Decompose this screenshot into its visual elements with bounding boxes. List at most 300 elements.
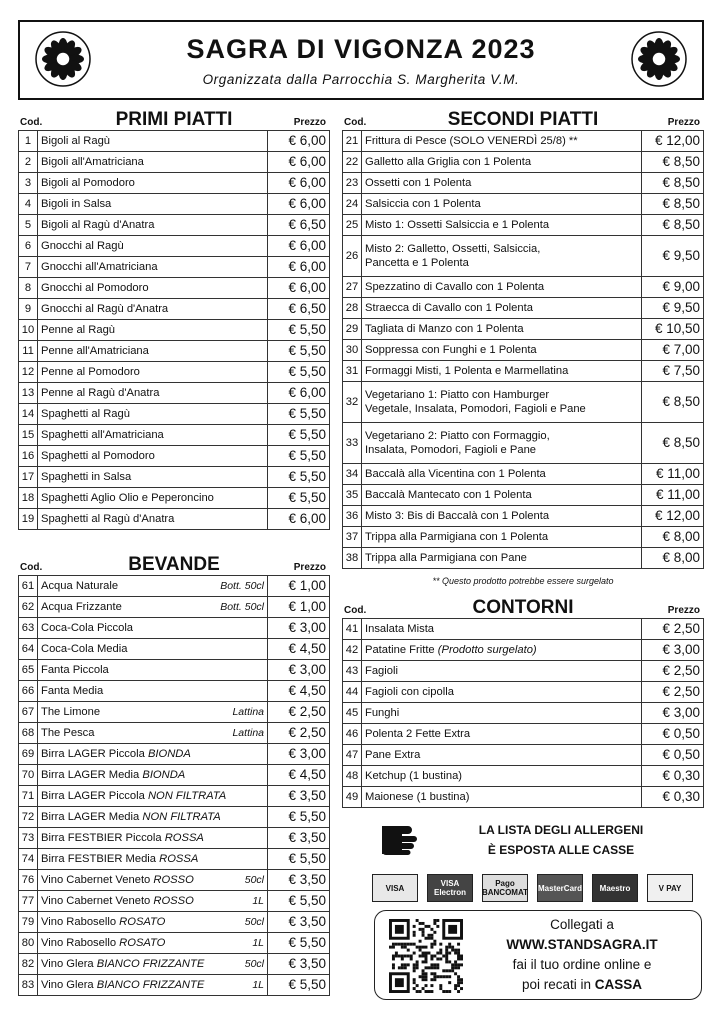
item-price: € 7,00 [642,340,704,361]
column-label-price: Prezzo [667,605,700,616]
item-code: 37 [343,527,362,548]
item-name: Misto 1: Ossetti Salsiccia e 1 Polenta [365,219,550,231]
item-price: € 8,00 [642,548,704,569]
item-code: 48 [343,766,362,787]
item-name: Vino Glera [41,979,94,991]
menu-row [19,933,330,954]
card-bancomat-icon: Pago BANCOMAT [482,874,528,902]
pointing-hand-icon [380,820,426,856]
item-code: 7 [19,257,38,278]
item-name-line-2: Vegetale, Insalata, Pomodori, Fagioli e Pane [365,403,586,415]
menu-row [343,423,704,464]
column-label-code: Cod. [344,605,367,616]
item-name-cell [362,506,642,527]
menu-row [343,619,704,640]
item-name-cell [38,299,268,320]
menu-row [19,404,330,425]
item-code: 26 [343,236,362,277]
item-name-cell [362,382,642,423]
card-mastercard-icon: MasterCard [537,874,583,902]
item-price: € 5,50 [268,891,330,912]
item-price: € 10,50 [642,319,704,340]
item-code: 70 [19,765,38,786]
item-name-cell [38,597,268,618]
item-name-cell [38,467,268,488]
item-name-cell [38,975,268,996]
item-name-italic: ROSSO [153,895,194,907]
item-price: € 4,50 [268,765,330,786]
menu-row [19,807,330,828]
item-name-cell [38,891,268,912]
item-name: Salsiccia con 1 Polenta [365,198,481,210]
card-maestro-icon: Maestro [592,874,638,902]
menu-row [343,724,704,745]
item-price: € 6,00 [268,131,330,152]
item-name-cell [362,194,642,215]
item-code: 10 [19,320,38,341]
item-code: 31 [343,361,362,382]
item-price: € 3,50 [268,912,330,933]
menu-row [19,446,330,467]
menu-row [19,257,330,278]
item-price: € 5,50 [268,933,330,954]
payment-methods [372,874,702,904]
item-name: Acqua Frizzante [41,601,122,613]
item-name-cell [38,807,268,828]
item-name: Spaghetti in Salsa [41,471,132,483]
item-name: Straecca di Cavallo con 1 Polenta [365,302,533,314]
menu-row [343,787,704,808]
item-name: Spaghetti al Ragù [41,408,130,420]
item-price: € 6,00 [268,383,330,404]
item-name-cell [362,277,642,298]
item-price: € 5,50 [268,488,330,509]
item-code: 74 [19,849,38,870]
item-name: Pane Extra [365,749,421,761]
column-label-price: Prezzo [667,117,700,128]
item-name: Birra FESTBIER Media [41,853,157,865]
item-name: Spaghetti all'Amatriciana [41,429,164,441]
item-name-cell [362,766,642,787]
menu-row [343,298,704,319]
item-price: € 0,30 [642,766,704,787]
item-name: Vino Rabosello [41,937,117,949]
item-code: 36 [343,506,362,527]
item-code: 35 [343,485,362,506]
item-code: 73 [19,828,38,849]
menu-row [343,640,704,661]
frozen-product-note: ** Questo prodotto potrebbe essere surgelato [432,576,614,586]
item-code: 61 [19,576,38,597]
item-code: 16 [19,446,38,467]
item-code: 62 [19,597,38,618]
menu-row [19,681,330,702]
item-unit: 50cl [244,874,264,886]
item-name-cell [38,509,268,530]
item-price: € 5,50 [268,341,330,362]
item-code: 67 [19,702,38,723]
item-unit: 50cl [244,916,264,928]
card-vpay-icon: V PAY [647,874,693,902]
item-name: Fanta Media [41,685,104,697]
item-code: 76 [19,870,38,891]
item-unit: 1L [252,979,264,991]
section-bevande [18,553,330,996]
item-name-cell [38,744,268,765]
item-price: € 3,50 [268,954,330,975]
item-name-cell [362,527,642,548]
allergen-line-1: LA LISTA DEGLI ALLERGENI [478,823,644,837]
item-name-cell [38,933,268,954]
menu-row [19,173,330,194]
item-name-cell [38,723,268,744]
item-name: Spaghetti al Ragù d'Anatra [41,513,175,525]
item-unit: Bott. 50cl [220,580,264,592]
item-name-line-2: Insalata, Pomodori, Fagioli e Pane [365,444,537,456]
item-name-italic: (Prodotto surgelato) [437,644,537,656]
item-code: 72 [19,807,38,828]
item-code: 28 [343,298,362,319]
item-code: 13 [19,383,38,404]
section-primi-piatti [18,108,330,530]
item-name: Coca-Cola Piccola [41,622,134,634]
item-name-cell [38,786,268,807]
item-price: € 8,00 [642,527,704,548]
item-price: € 3,00 [268,660,330,681]
menu-row [19,341,330,362]
item-name: Misto 2: Galletto, Ossetti, Salsiccia, [365,243,541,255]
item-code: 6 [19,236,38,257]
item-price: € 6,00 [268,278,330,299]
item-name-cell [38,912,268,933]
item-name: Trippa alla Parmigiana con Pane [365,552,527,564]
menu-row [343,152,704,173]
item-code: 11 [19,341,38,362]
item-name-cell [38,131,268,152]
item-name: Gnocchi al Ragù [41,240,124,252]
section-title: SECONDI PIATTI [447,109,599,130]
item-name-italic: ROSSO [153,874,194,886]
menu-row [19,870,330,891]
item-name-line-2: Pancetta e 1 Polenta [365,257,469,269]
item-price: € 8,50 [642,173,704,194]
item-price: € 5,50 [268,467,330,488]
item-code: 33 [343,423,362,464]
menu-row [19,576,330,597]
menu-row [343,277,704,298]
item-price: € 5,50 [268,807,330,828]
item-price: € 12,00 [642,131,704,152]
item-price: € 6,00 [268,194,330,215]
item-name-cell [38,870,268,891]
item-name-cell [362,423,642,464]
item-code: 19 [19,509,38,530]
item-name: Birra LAGER Piccola [41,748,145,760]
item-name-italic: BIANCO FRIZZANTE [96,958,205,970]
menu-row [19,320,330,341]
item-code: 80 [19,933,38,954]
item-price: € 6,50 [268,299,330,320]
item-name-cell [362,787,642,808]
item-code: 12 [19,362,38,383]
item-name-cell [38,383,268,404]
item-price: € 8,50 [642,194,704,215]
item-price: € 3,00 [268,618,330,639]
item-name: Bigoli all'Amatriciana [41,156,144,168]
column-label-code: Cod. [344,117,367,128]
item-name-cell [362,745,642,766]
item-name-cell [38,488,268,509]
item-code: 25 [343,215,362,236]
menu-row [19,723,330,744]
item-name-cell [38,362,268,383]
item-code: 34 [343,464,362,485]
menu-row [343,215,704,236]
item-code: 77 [19,891,38,912]
menu-row [19,152,330,173]
item-price: € 0,30 [642,787,704,808]
card-visa-icon: VISA [372,874,418,902]
item-code: 71 [19,786,38,807]
item-price: € 3,00 [642,703,704,724]
online-line-4 [467,975,697,995]
item-unit: Lattina [232,706,264,718]
item-name: Patatine Fritte [365,644,435,656]
item-name: Baccalà alla Vicentina con 1 Polenta [365,468,546,480]
item-name-italic: ROSATO [119,937,166,949]
item-name: The Pesca [41,727,95,739]
item-price: € 9,50 [642,236,704,277]
item-code: 23 [343,173,362,194]
item-code: 4 [19,194,38,215]
menu-row [19,765,330,786]
item-name-cell [38,828,268,849]
item-code: 66 [19,681,38,702]
item-name: Spaghetti al Pomodoro [41,450,155,462]
item-name-cell [38,618,268,639]
menu-row [19,891,330,912]
item-price: € 6,00 [268,152,330,173]
online-line-1: Collegati a [550,917,614,932]
item-name-cell [362,661,642,682]
item-price: € 6,00 [268,173,330,194]
item-name: Ketchup (1 bustina) [365,770,463,782]
item-name-cell [362,724,642,745]
item-name: Funghi [365,707,400,719]
item-name-cell [38,639,268,660]
item-code: 24 [343,194,362,215]
item-name-cell [362,640,642,661]
item-name: Vino Rabosello [41,916,117,928]
item-code: 22 [343,152,362,173]
item-price: € 2,50 [642,661,704,682]
menu-row [19,975,330,996]
menu-row [19,278,330,299]
item-name: Penne al Ragù d'Anatra [41,387,160,399]
allergen-notice [380,818,700,862]
item-code: 15 [19,425,38,446]
menu-row [19,744,330,765]
item-name-cell [38,236,268,257]
item-name: Vino Glera [41,958,94,970]
item-price: € 6,00 [268,509,330,530]
item-name-cell [38,278,268,299]
item-price: € 6,50 [268,215,330,236]
item-name-cell [362,619,642,640]
item-price: € 8,50 [642,382,704,423]
item-name-cell [38,320,268,341]
item-price: € 4,50 [268,681,330,702]
item-price: € 8,50 [642,152,704,173]
item-code: 18 [19,488,38,509]
item-name: Penne all'Amatriciana [41,345,149,357]
item-unit: 1L [252,937,264,949]
item-code: 41 [343,619,362,640]
menu-row [343,131,704,152]
item-name-cell [362,361,642,382]
item-name: Polenta 2 Fette Extra [365,728,471,740]
item-name: Bigoli al Ragù d'Anatra [41,219,155,231]
page-title: SAGRA DI VIGONZA 2023 [186,34,536,64]
item-price: € 8,50 [642,215,704,236]
item-price: € 1,00 [268,576,330,597]
item-name: The Limone [41,706,101,718]
section-title: CONTORNI [472,597,574,618]
item-name: Baccalà Mantecato con 1 Polenta [365,489,532,501]
item-code: 5 [19,215,38,236]
menu-row [19,383,330,404]
item-price: € 5,50 [268,849,330,870]
item-code: 1 [19,131,38,152]
item-name-cell [362,319,642,340]
item-code: 27 [343,277,362,298]
item-name-cell [362,173,642,194]
item-name: Vino Cabernet Veneto [41,874,151,886]
item-name: Frittura di Pesce (SOLO VENERDÌ 25/8) ** [365,135,578,147]
item-price: € 6,00 [268,236,330,257]
item-code: 65 [19,660,38,681]
column-label-code: Cod. [20,562,43,573]
item-code: 47 [343,745,362,766]
item-name-italic: ROSSA [164,832,204,844]
item-name: Coca-Cola Media [41,643,128,655]
menu-row [19,954,330,975]
item-price: € 2,50 [642,619,704,640]
item-name-cell [38,404,268,425]
item-code: 38 [343,548,362,569]
menu-row [19,618,330,639]
item-code: 42 [343,640,362,661]
online-line-3: fai il tuo ordine online e [512,957,652,972]
item-name: Tagliata di Manzo con 1 Polenta [365,323,524,335]
online-line-4-bold: CASSA [594,977,643,992]
menu-row [19,639,330,660]
item-name-cell [362,485,642,506]
item-code: 49 [343,787,362,808]
menu-row [343,236,704,277]
menu-row [343,173,704,194]
section-title: PRIMI PIATTI [115,109,233,130]
item-price: € 5,50 [268,320,330,341]
item-name-cell [362,215,642,236]
item-price: € 2,50 [268,702,330,723]
item-price: € 2,50 [642,682,704,703]
menu-row [343,703,704,724]
item-code: 43 [343,661,362,682]
menu-row [343,194,704,215]
menu-row [19,425,330,446]
item-name-italic: ROSATO [119,916,166,928]
item-name-cell [362,464,642,485]
item-price: € 3,50 [268,786,330,807]
menu-row [19,194,330,215]
item-price: € 3,50 [268,828,330,849]
item-name: Fanta Piccola [41,664,109,676]
website-link[interactable]: WWW.STANDSAGRA.IT [506,937,658,952]
item-code: 63 [19,618,38,639]
item-code: 29 [343,319,362,340]
section-secondi-piatti [342,108,704,569]
item-code: 3 [19,173,38,194]
item-name: Spaghetti Aglio Olio e Peperoncino [41,492,214,504]
card-visa-electron-icon: VISA Electron [427,874,473,902]
online-order-box [374,910,702,1000]
item-unit: Bott. 50cl [220,601,264,613]
item-name-cell [38,341,268,362]
item-price: € 1,00 [268,597,330,618]
item-name: Galletto alla Griglia con 1 Polenta [365,156,532,168]
item-name: Fagioli con cipolla [365,686,454,698]
menu-row [19,597,330,618]
item-price: € 12,00 [642,506,704,527]
item-name-cell [362,152,642,173]
item-name: Bigoli al Pomodoro [41,177,135,189]
menu-row [19,702,330,723]
item-code: 68 [19,723,38,744]
item-name-cell [38,446,268,467]
menu-row [343,527,704,548]
item-name: Fagioli [365,665,398,677]
item-name-cell [38,702,268,723]
item-code: 32 [343,382,362,423]
menu-row [19,509,330,530]
item-name: Formaggi Misti, 1 Polenta e Marmellatina [365,365,569,377]
page-header [18,20,704,100]
item-name-cell [362,131,642,152]
item-price: € 8,50 [642,423,704,464]
item-name-cell [38,215,268,236]
item-code: 45 [343,703,362,724]
item-price: € 0,50 [642,745,704,766]
qr-code-icon[interactable] [389,919,463,993]
item-name-cell [38,765,268,786]
item-name-cell [38,173,268,194]
menu-row [19,362,330,383]
item-name-cell [38,849,268,870]
menu-row [343,548,704,569]
item-unit: 50cl [244,958,264,970]
item-code: 8 [19,278,38,299]
item-name: Birra LAGER Media [41,811,140,823]
item-name-italic: NON FILTRATA [147,790,227,802]
menu-row [343,340,704,361]
menu-row [343,382,704,423]
online-line-4-prefix: poi recati in [521,977,591,992]
item-name: Penne al Pomodoro [41,366,140,378]
item-price: € 2,50 [268,723,330,744]
item-name: Gnocchi al Pomodoro [41,282,149,294]
item-price: € 9,50 [642,298,704,319]
